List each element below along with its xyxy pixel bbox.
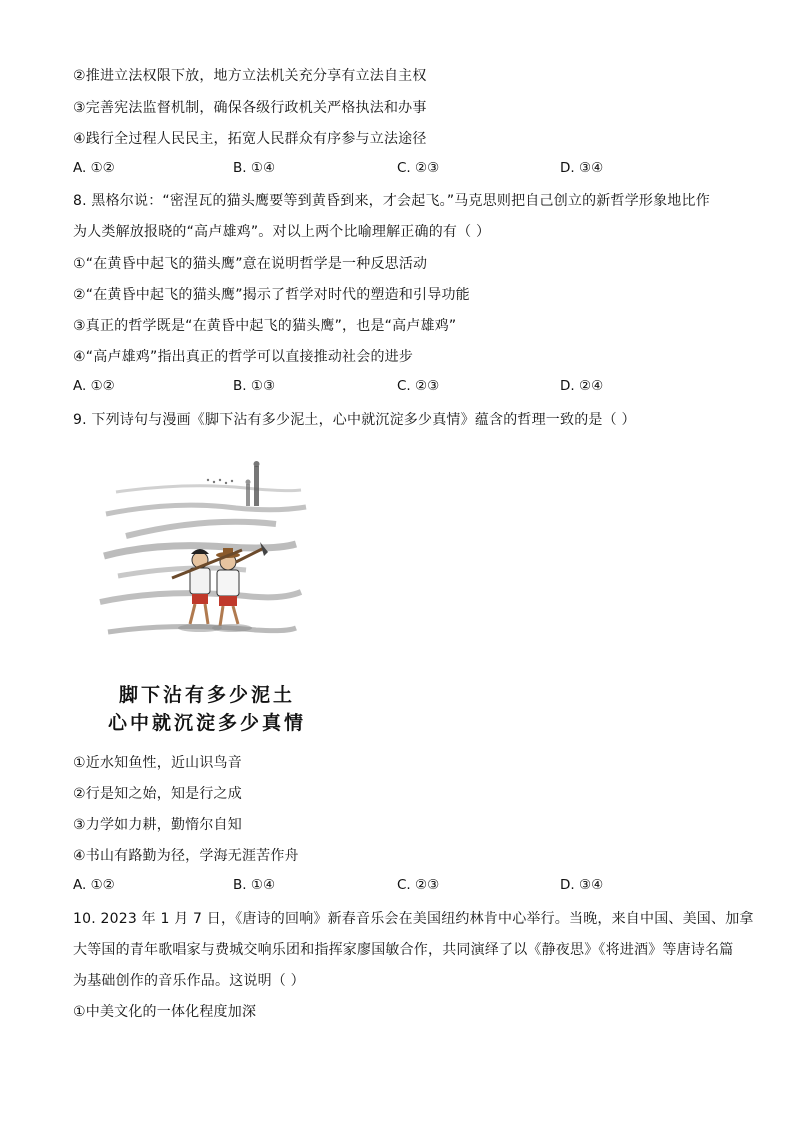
cartoon-illustration bbox=[96, 452, 318, 742]
q10-stem-line-3: 为基础创作的音乐作品。这说明（ ） bbox=[73, 973, 305, 989]
q7-option-b[interactable]: B. ①④ bbox=[233, 160, 276, 176]
q8-item-3: ③真正的哲学既是“在黄昏中起飞的猫头鹰”，也是“高卢雄鸡” bbox=[73, 318, 457, 334]
q9-stem: 9. 下列诗句与漫画《脚下沾有多少泥土，心中就沉淀多少真情》蕴含的哲理一致的是（ ） bbox=[73, 412, 636, 428]
q9-item-3: ③力学如力耕，勤惰尔自知 bbox=[73, 817, 242, 833]
q8-stem-line-1: 8. 黑格尔说：“密涅瓦的猫头鹰要等到黄昏到来，才会起飞。”马克思则把自己创立的新哲学形象地比作 bbox=[73, 193, 710, 209]
q7-option-a[interactable]: A. ①② bbox=[73, 160, 115, 176]
q9-item-2: ②行是知之始，知是行之成 bbox=[73, 786, 242, 802]
q7-item-3: ③完善宪法监督机制，确保各级行政机关严格执法和办事 bbox=[73, 100, 427, 116]
q9-item-1: ①近水知鱼性，近山识鸟音 bbox=[73, 755, 242, 771]
q7-options bbox=[73, 160, 733, 180]
cartoon-ink-painting bbox=[96, 452, 318, 672]
q7-option-c[interactable]: C. ②③ bbox=[397, 160, 440, 176]
cartoon-caption-line-2: 心中就沉淀多少真情 bbox=[107, 712, 306, 734]
q7-item-4: ④践行全过程人民民主，拓宽人民群众有序参与立法途径 bbox=[73, 131, 427, 147]
q9-option-b[interactable]: B. ①④ bbox=[233, 877, 276, 893]
q10-stem-line-2: 大等国的青年歌唱家与费城交响乐团和指挥家廖国敏合作，共同演绎了以《静夜思》《将进酒》等唐诗名篇 bbox=[73, 942, 734, 958]
q10-item-1: ①中美文化的一体化程度加深 bbox=[73, 1004, 257, 1020]
q7-item-2: ②推进立法权限下放，地方立法机关充分享有立法自主权 bbox=[73, 68, 427, 84]
cartoon-caption-line-1: 脚下沾有多少泥土 bbox=[118, 684, 295, 706]
q8-item-4: ④“高卢雄鸡”指出真正的哲学可以直接推动社会的进步 bbox=[73, 349, 414, 365]
q9-option-a[interactable]: A. ①② bbox=[73, 877, 115, 893]
q8-option-c[interactable]: C. ②③ bbox=[397, 378, 440, 394]
q9-option-c[interactable]: C. ②③ bbox=[397, 877, 440, 893]
q8-item-1: ①“在黄昏中起飞的猫头鹰”意在说明哲学是一种反思活动 bbox=[73, 256, 428, 272]
q8-stem-line-2: 为人类解放报晓的“高卢雄鸡”。对以上两个比喻理解正确的有（ ） bbox=[73, 224, 491, 240]
q8-option-d[interactable]: D. ②④ bbox=[560, 378, 604, 394]
q10-stem-line-1: 10. 2023 年 1 月 7 日，《唐诗的回响》新春音乐会在美国纽约林肯中心举行。当晚，来自中国、美国、加拿 bbox=[73, 911, 754, 927]
q9-options bbox=[73, 877, 733, 897]
q7-option-d[interactable]: D. ③④ bbox=[560, 160, 604, 176]
q9-option-d[interactable]: D. ③④ bbox=[560, 877, 604, 893]
q8-options bbox=[73, 378, 733, 398]
q8-item-2: ②“在黄昏中起飞的猫头鹰”揭示了哲学对时代的塑造和引导功能 bbox=[73, 287, 470, 303]
q9-item-4: ④书山有路勤为径，学海无涯苦作舟 bbox=[73, 848, 299, 864]
q8-option-a[interactable]: A. ①② bbox=[73, 378, 115, 394]
q8-option-b[interactable]: B. ①③ bbox=[233, 378, 276, 394]
